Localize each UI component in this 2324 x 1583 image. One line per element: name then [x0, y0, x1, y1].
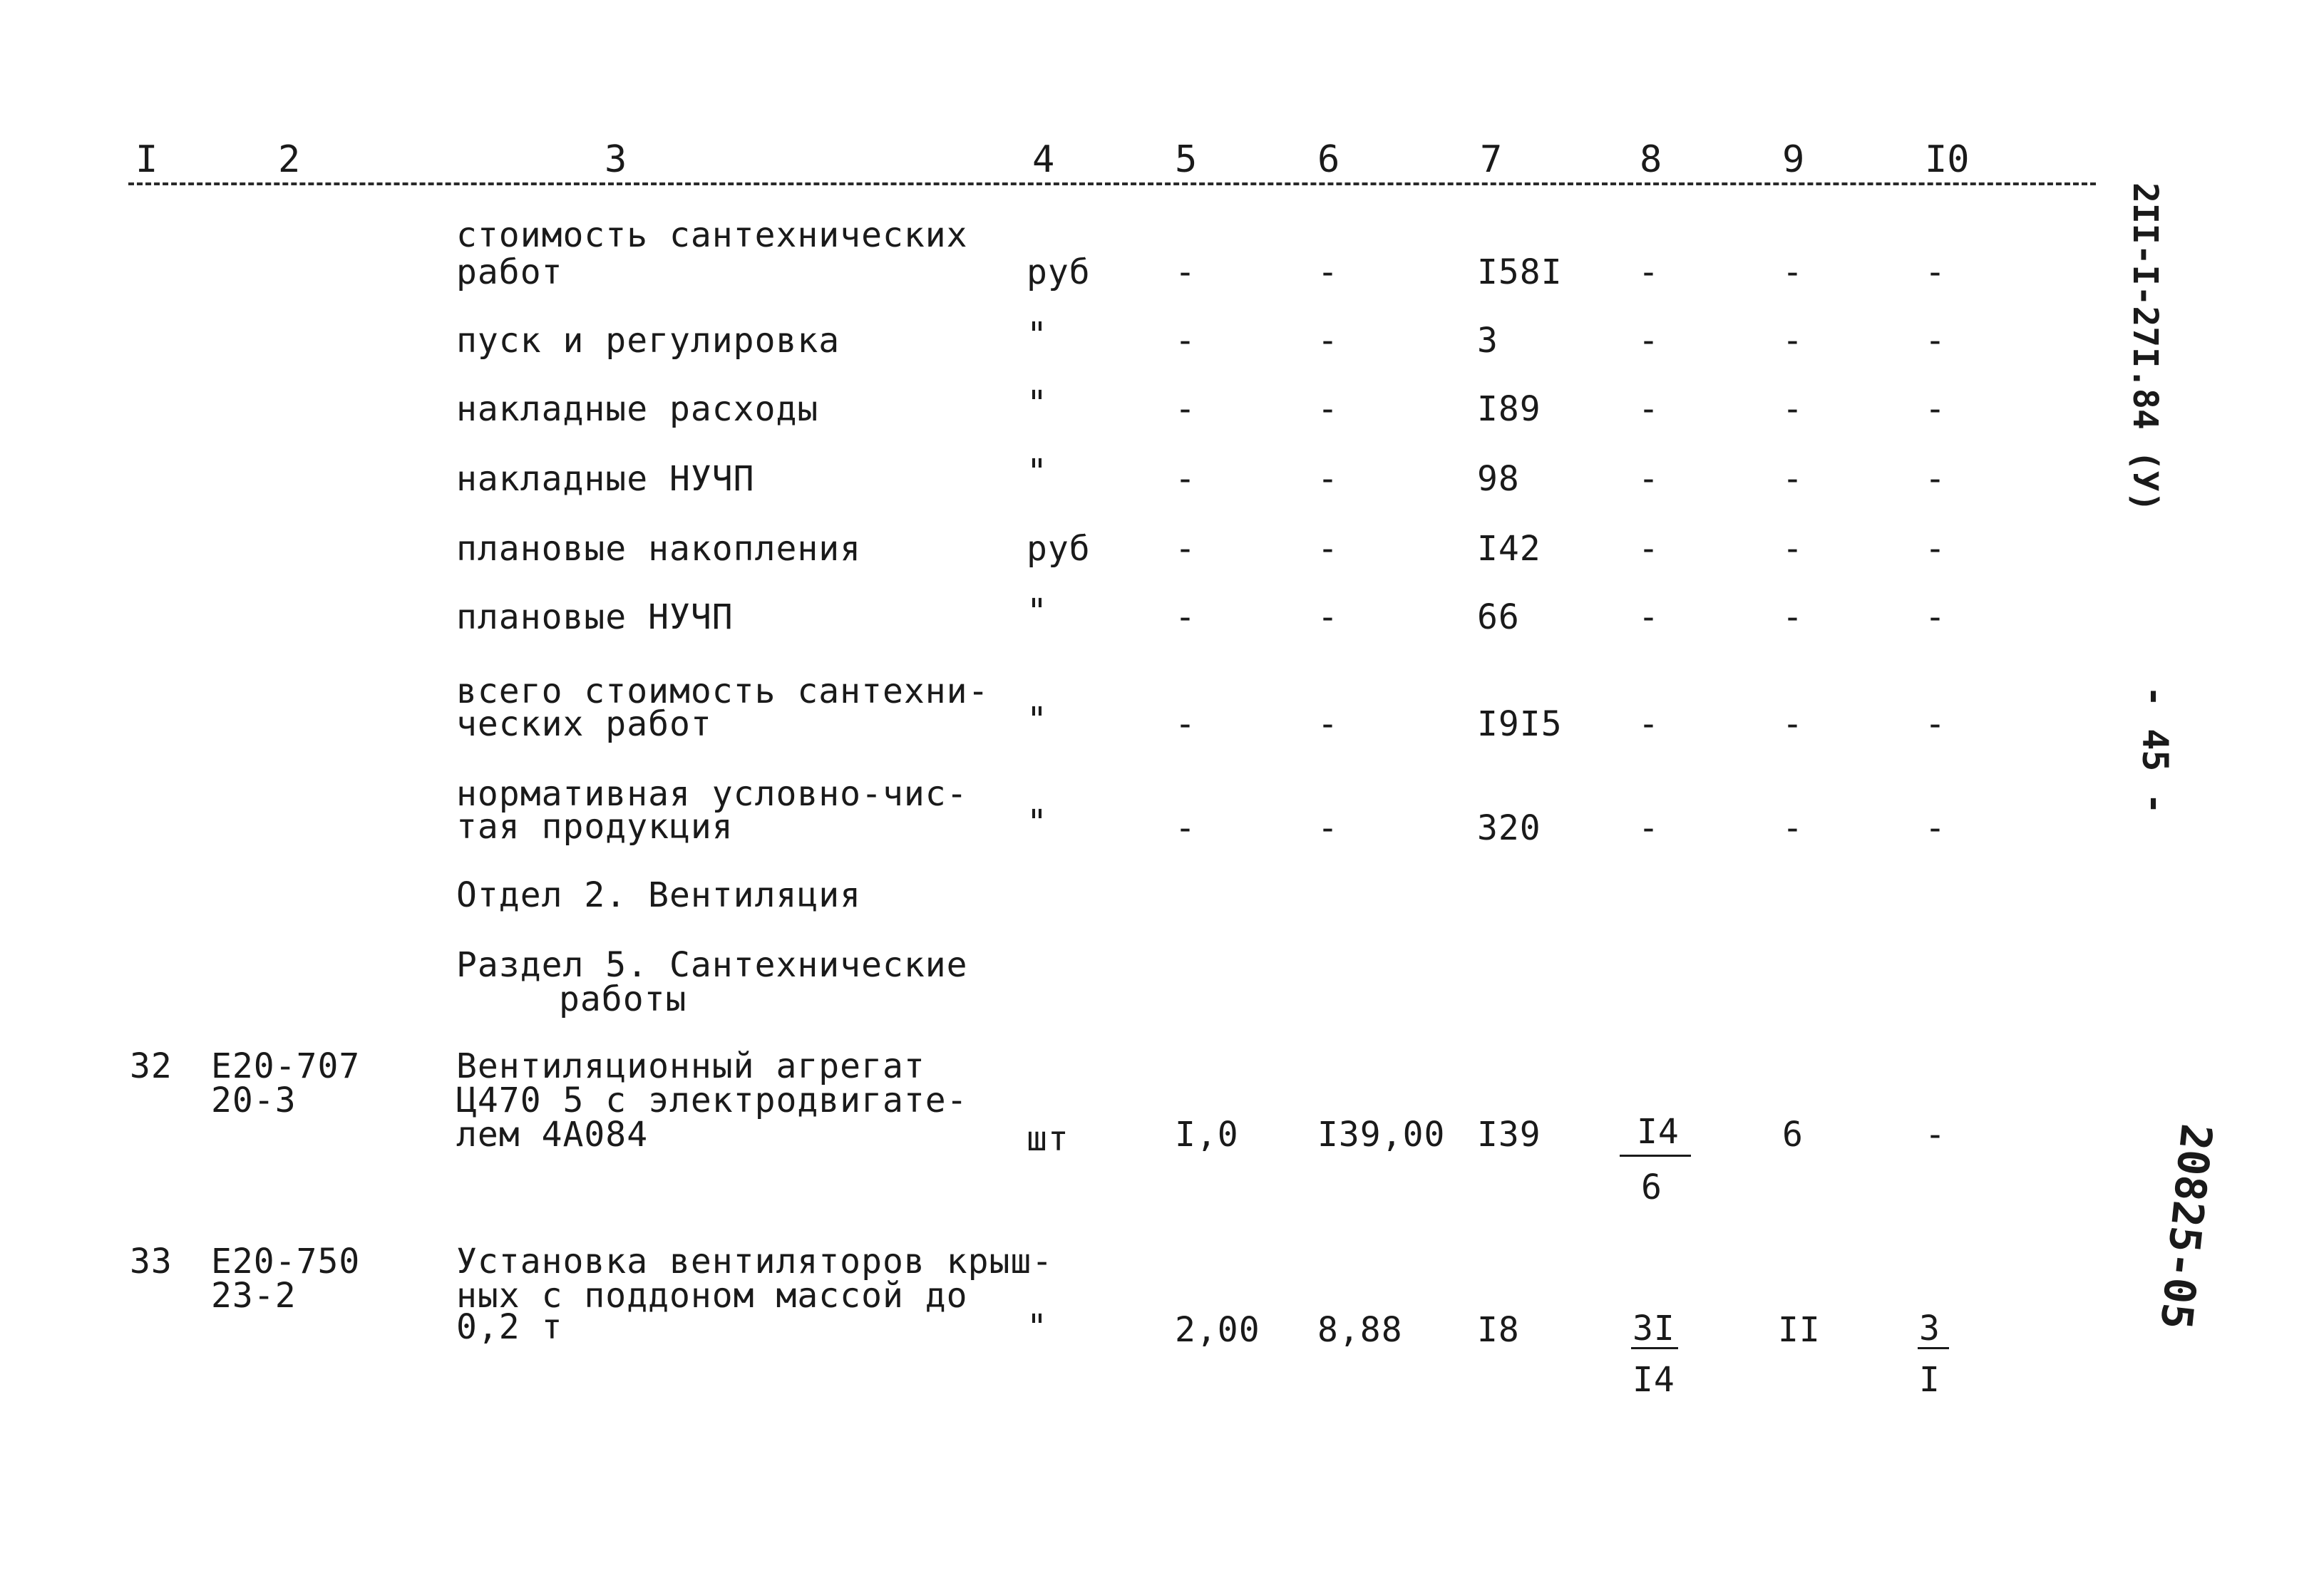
item-32-code-line-1: Е20-707: [211, 1046, 361, 1086]
row-8-col9: -: [1782, 808, 1804, 848]
item-33-name-line-1: Установка вентиляторов крыш-: [456, 1242, 1054, 1282]
item-33-unit: ": [1027, 1307, 1048, 1347]
item-32-name-line-2: Ц470 5 с электродвигате-: [456, 1081, 968, 1120]
row-8-name-line-1: нормативная условно-чис-: [456, 774, 968, 814]
col-header-5: 5: [1175, 138, 1198, 181]
row-4-col6: -: [1317, 459, 1339, 499]
item-33-col10-denominator: I: [1919, 1360, 1940, 1400]
col-header-6: 6: [1317, 138, 1340, 181]
item-32-col7: I39: [1477, 1115, 1541, 1155]
row-3-col7: I89: [1477, 389, 1541, 429]
row-6-name: плановые НУЧП: [456, 597, 734, 637]
row-7-col9: -: [1782, 704, 1804, 744]
row-3-name: накладные расходы: [456, 389, 819, 429]
section-department: Отдел 2. Вентиляция: [456, 875, 862, 915]
item-33-name-line-3: 0,2 т: [456, 1307, 563, 1347]
row-4-col5: -: [1175, 459, 1196, 499]
row-3-col9: -: [1782, 389, 1804, 429]
row-6-unit: ": [1027, 592, 1048, 631]
item-32-number: 32: [130, 1046, 173, 1086]
row-4-unit: ": [1027, 452, 1048, 492]
row-2-col6: -: [1317, 321, 1339, 361]
row-8-col6: -: [1317, 808, 1339, 848]
row-8-name-line-2: тая продукция: [456, 807, 734, 847]
col-header-1: I: [135, 138, 158, 181]
row-1-col5: -: [1175, 252, 1196, 292]
row-4-col8: -: [1638, 459, 1660, 499]
row-6-col8: -: [1638, 597, 1660, 637]
row-7-name-line-2: ческих работ: [456, 704, 712, 744]
row-4-col10: -: [1925, 459, 1946, 499]
section-part-line-2: работы: [559, 979, 687, 1019]
header-rule: [128, 182, 2096, 185]
row-6-col9: -: [1782, 597, 1804, 637]
item-32-col5: I,0: [1175, 1115, 1239, 1155]
item-33-col7: I8: [1477, 1310, 1520, 1350]
row-3-unit: ": [1027, 383, 1048, 423]
item-32-col8-fraction-line: [1620, 1155, 1691, 1157]
row-2-col7: 3: [1477, 321, 1498, 361]
item-33-col9: II: [1778, 1310, 1821, 1350]
row-1-col6: -: [1317, 252, 1339, 292]
item-33-number: 33: [130, 1242, 173, 1282]
row-1-name-line-1: стоимость сантехнических: [456, 215, 968, 255]
item-32-col8-numerator: I4: [1637, 1112, 1680, 1152]
item-33-code-line-1: Е20-750: [211, 1242, 361, 1282]
col-header-8: 8: [1640, 138, 1662, 181]
item-33-col5: 2,00: [1175, 1310, 1260, 1350]
row-7-col5: -: [1175, 704, 1196, 744]
row-4-col7: 98: [1477, 459, 1520, 499]
row-8-col7: 320: [1477, 808, 1541, 848]
row-5-col5: -: [1175, 529, 1196, 569]
margin-page-number: - 45 -: [2134, 686, 2176, 815]
row-8-col8: -: [1638, 808, 1660, 848]
row-1-unit: руб: [1027, 252, 1091, 292]
row-8-col5: -: [1175, 808, 1196, 848]
row-2-col10: -: [1925, 321, 1946, 361]
row-4-col9: -: [1782, 459, 1804, 499]
row-1-col7: I58I: [1477, 252, 1563, 292]
item-33-col6: 8,88: [1317, 1310, 1403, 1350]
item-33-col8-denominator: I4: [1633, 1360, 1675, 1400]
col-header-2: 2: [278, 138, 301, 181]
row-2-unit: ": [1027, 315, 1048, 355]
row-2-col5: -: [1175, 321, 1196, 361]
row-4-name: накладные НУЧП: [456, 459, 755, 499]
row-7-name-line-1: всего стоимость сантехни-: [456, 671, 989, 711]
row-3-col10: -: [1925, 389, 1946, 429]
row-5-name: плановые накопления: [456, 529, 862, 569]
item-33-col8-fraction-line: [1631, 1347, 1678, 1349]
row-6-col7: 66: [1477, 597, 1520, 637]
row-2-col9: -: [1782, 321, 1804, 361]
item-32-code-line-2: 20-3: [211, 1081, 297, 1120]
item-33-col8-numerator: 3I: [1633, 1309, 1675, 1349]
item-32-col9: 6: [1782, 1115, 1804, 1155]
item-33-name-line-2: ных с поддоном массой до: [456, 1276, 968, 1316]
margin-document-code: 2II-I-27I.84 (У): [2125, 182, 2165, 512]
item-32-name-line-1: Вентиляционный агрегат: [456, 1046, 925, 1086]
row-6-col6: -: [1317, 597, 1339, 637]
margin-inventory-number: 20825-05: [2150, 1121, 2221, 1332]
row-7-col10: -: [1925, 704, 1946, 744]
item-32-name-line-3: лем 4А084: [456, 1115, 649, 1155]
row-5-col8: -: [1638, 529, 1660, 569]
row-3-col5: -: [1175, 389, 1196, 429]
item-32-unit: шт: [1027, 1119, 1069, 1159]
row-8-col10: -: [1925, 808, 1946, 848]
item-33-code-line-2: 23-2: [211, 1276, 297, 1316]
item-32-col10: -: [1925, 1115, 1946, 1155]
col-header-4: 4: [1032, 138, 1055, 181]
col-header-7: 7: [1480, 138, 1503, 181]
item-32-col6: I39,00: [1317, 1115, 1446, 1155]
row-7-col7: I9I5: [1477, 704, 1563, 744]
row-3-col8: -: [1638, 389, 1660, 429]
row-1-col8: -: [1638, 252, 1660, 292]
row-5-col7: I42: [1477, 529, 1541, 569]
row-6-col10: -: [1925, 597, 1946, 637]
row-2-col8: -: [1638, 321, 1660, 361]
row-1-col9: -: [1782, 252, 1804, 292]
row-8-unit: ": [1027, 803, 1048, 842]
row-5-col9: -: [1782, 529, 1804, 569]
item-33-col10-fraction-line: [1918, 1347, 1949, 1349]
row-7-unit: ": [1027, 700, 1048, 740]
item-32-col8-denominator: 6: [1641, 1167, 1662, 1207]
row-5-col6: -: [1317, 529, 1339, 569]
row-2-name: пуск и регулировка: [456, 321, 840, 361]
col-header-3: 3: [605, 138, 627, 181]
row-5-unit: руб: [1027, 529, 1091, 569]
row-7-col8: -: [1638, 704, 1660, 744]
row-1-name-line-2: работ: [456, 252, 563, 292]
item-33-col10-numerator: 3: [1919, 1309, 1940, 1349]
row-1-col10: -: [1925, 252, 1946, 292]
row-6-col5: -: [1175, 597, 1196, 637]
row-5-col10: -: [1925, 529, 1946, 569]
row-3-col6: -: [1317, 389, 1339, 429]
col-header-9: 9: [1782, 138, 1805, 181]
row-7-col6: -: [1317, 704, 1339, 744]
section-part-line-1: Раздел 5. Сантехнические: [456, 945, 968, 985]
col-header-10: I0: [1925, 138, 1970, 181]
